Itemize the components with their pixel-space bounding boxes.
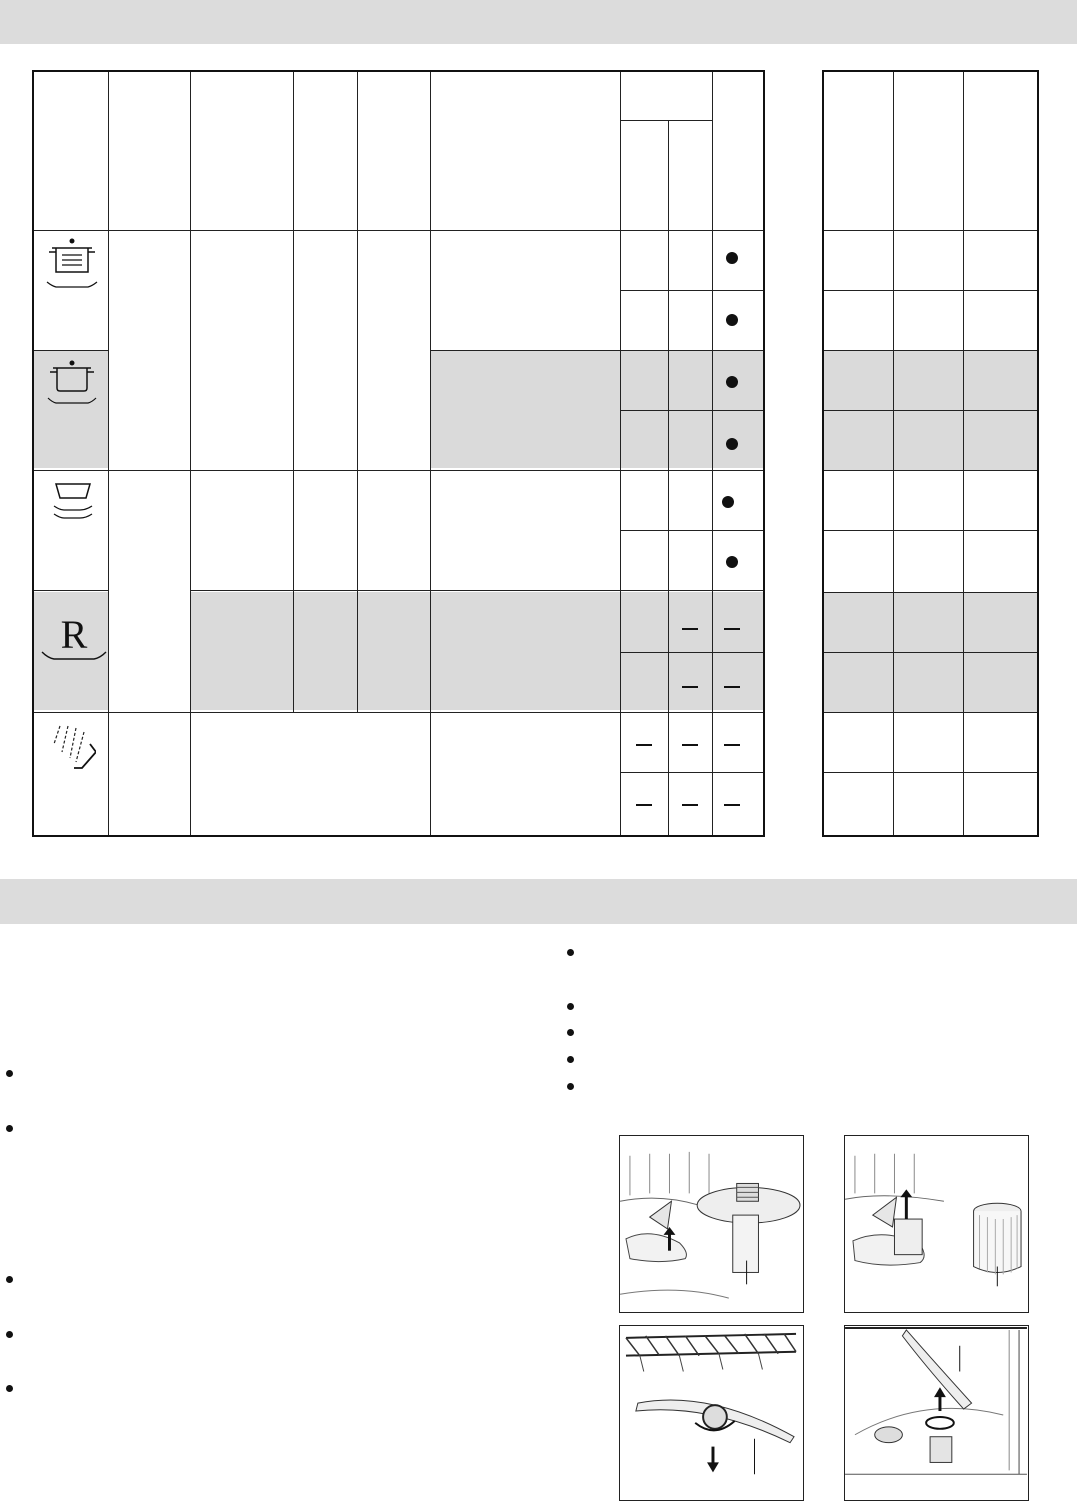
mark-dot bbox=[726, 314, 738, 326]
mark-dash bbox=[724, 804, 740, 806]
filter-cylinder-icon bbox=[844, 1135, 1029, 1313]
bullet-left-5 bbox=[6, 1385, 13, 1392]
mark-dash bbox=[682, 804, 698, 806]
shaded-row-group-2 bbox=[430, 350, 763, 468]
bullet-right-4 bbox=[567, 1056, 574, 1063]
mark-dash bbox=[682, 628, 698, 630]
pot-with-lid-icon bbox=[44, 236, 100, 294]
rinse-symbol: R bbox=[60, 612, 88, 657]
mark-dash bbox=[682, 686, 698, 688]
section-header-band-middle bbox=[0, 879, 1077, 924]
spray-icon bbox=[46, 722, 96, 776]
bullet-right-2 bbox=[567, 1003, 574, 1010]
mark-dash bbox=[724, 744, 740, 746]
program-table bbox=[32, 70, 765, 837]
mark-dot bbox=[726, 376, 738, 388]
upper-spray-arm-icon bbox=[844, 1325, 1029, 1501]
rinse-r-icon bbox=[40, 612, 108, 668]
bullet-left-3 bbox=[6, 1276, 13, 1283]
bullet-left-1 bbox=[6, 1070, 13, 1077]
filter-removal-icon bbox=[619, 1135, 804, 1313]
mark-dot bbox=[726, 438, 738, 450]
mark-dash bbox=[724, 686, 740, 688]
mark-dash bbox=[636, 744, 652, 746]
mark-dot bbox=[726, 556, 738, 568]
mark-dash bbox=[724, 628, 740, 630]
consumption-table bbox=[822, 70, 1039, 837]
bullet-right-5 bbox=[567, 1083, 574, 1090]
mark-dash bbox=[682, 744, 698, 746]
bullet-right-1 bbox=[567, 949, 574, 956]
bowl-icon bbox=[44, 478, 100, 526]
mark-dash bbox=[636, 804, 652, 806]
bullet-left-2 bbox=[6, 1125, 13, 1132]
mark-dot bbox=[726, 252, 738, 264]
lower-spray-arm-icon bbox=[619, 1325, 804, 1501]
mark-dot bbox=[722, 496, 734, 508]
bullet-left-4 bbox=[6, 1331, 13, 1338]
shaded-row-group-4 bbox=[190, 592, 763, 710]
bullet-right-3 bbox=[567, 1029, 574, 1036]
section-header-band-top bbox=[0, 0, 1077, 44]
pot-icon bbox=[44, 358, 100, 410]
